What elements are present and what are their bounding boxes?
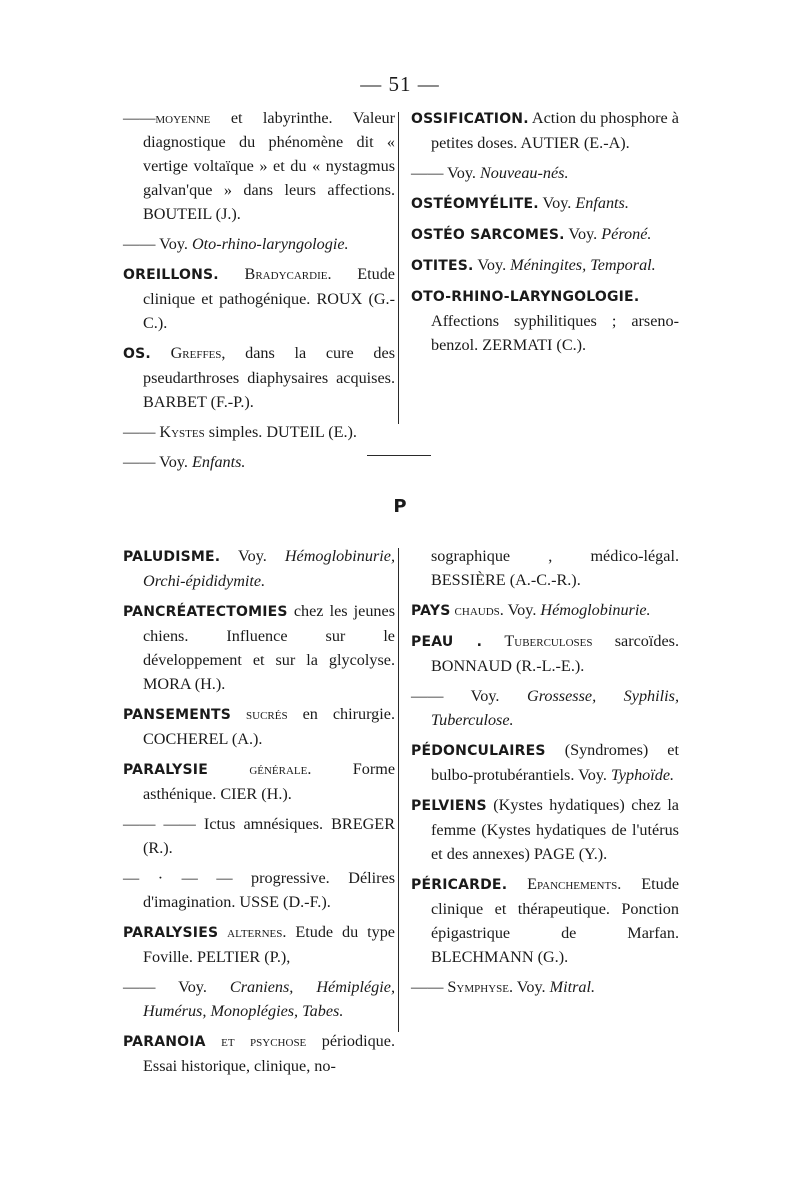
- index-entry: [411, 222, 679, 247]
- index-entry: [123, 920, 395, 969]
- entry-text: [507, 875, 527, 893]
- entry-text: . Voy.: [499, 601, 541, 619]
- index-entry: [411, 284, 679, 357]
- entry-heading: PARALYSIES: [123, 925, 219, 941]
- entry-heading: PÉDONCULAIRES: [411, 743, 546, 759]
- cross-reference: Hémoglobinurie, Orchi-épididymite.: [143, 547, 395, 590]
- entry-text: Voy.: [220, 547, 285, 565]
- entry-text: Voy.: [155, 978, 230, 996]
- ditto-dash: ——: [123, 109, 156, 127]
- entry-text: . Voy.: [509, 978, 550, 996]
- index-entry: [411, 253, 679, 278]
- entry-text: [206, 1032, 221, 1050]
- entry-heading: OREILLONS.: [123, 267, 219, 283]
- entry-text: . Etude clinique et thérapeutique. Ponction épigastrique de Marfan. BLECHMANN (G.).: [431, 875, 679, 966]
- index-column-bottom-left: [123, 544, 395, 1084]
- index-entry: [411, 738, 679, 787]
- cross-reference: Typhoïde.: [611, 766, 675, 784]
- page-number: — 51 —: [360, 72, 440, 96]
- entry-text: , dans la cure des pseudarthroses diaphysaires acquises. BARBET (F.-P.).: [143, 344, 395, 411]
- index-entry: [411, 872, 679, 969]
- entry-heading: PEAU .: [411, 634, 483, 650]
- entry-heading: PARANOIA: [123, 1034, 206, 1050]
- entry-text: . Etude clinique et pathogénique. ROUX (G.-C.).: [143, 265, 395, 332]
- entry-subheading: Bradycardie: [244, 265, 328, 283]
- entry-subheading: sucrés: [246, 705, 288, 723]
- entry-text: (Kystes hydatiques) chez la femme (Kystes hydatiques de l'utérus et des annexes) PAGE (Y.).: [431, 796, 679, 863]
- entry-subheading: moyenne: [155, 109, 211, 127]
- ditto-dash: ——: [411, 164, 444, 182]
- index-entry: [411, 544, 679, 592]
- entry-text: . Etude du type Foville. PELTIER (P.),: [143, 923, 395, 966]
- index-entry: [123, 544, 395, 593]
- entry-heading: PARALYSIE: [123, 762, 208, 778]
- entry-subheading: Tuberculoses: [504, 632, 593, 650]
- ditto-dash: ——: [123, 235, 156, 253]
- section-separator-rule: [367, 455, 431, 456]
- entry-subheading: et psychose: [221, 1032, 307, 1050]
- entry-text: Voy.: [443, 687, 528, 705]
- cross-reference: Grossesse, Syphilis, Tuberculose.: [431, 687, 679, 729]
- cross-reference: Enfants.: [575, 194, 629, 212]
- entry-text: [219, 265, 245, 283]
- ditto-dash: ——: [411, 687, 444, 705]
- index-entry: [411, 106, 679, 155]
- index-column-bottom-right: [411, 544, 679, 1005]
- index-column-top-right: [411, 106, 679, 363]
- entry-subheading: alternes: [227, 923, 283, 941]
- cross-reference: Péroné.: [601, 225, 652, 243]
- entry-text: Voy.: [564, 225, 602, 243]
- cross-reference: Oto-rhino-laryngologie.: [191, 235, 349, 253]
- entry-text: chez les jeunes chiens. Influence sur le développement et sur la glycolyse. MORA (H.).: [143, 602, 395, 693]
- entry-text: progressive. Délires d'imagination. USSE (D.-F.).: [143, 869, 395, 911]
- ditto-dash: — · — —: [123, 869, 233, 887]
- entry-heading: OTO-RHINO-LARYNGOLOGIE.: [411, 289, 640, 305]
- index-entry: [123, 1029, 395, 1078]
- index-entry: [411, 598, 679, 623]
- entry-heading: OSTÉOMYÉLITE.: [411, 196, 539, 212]
- index-entry: [411, 191, 679, 216]
- entry-text: (Syndromes) et bulbo-protubérantiels. Voy.: [431, 741, 679, 784]
- index-entry: [123, 866, 395, 914]
- entry-text: Voy.: [473, 256, 511, 274]
- entry-text: Voy.: [538, 194, 576, 212]
- entry-text: [151, 344, 171, 362]
- cross-reference: Nouveau-nés.: [479, 164, 569, 182]
- entry-text: [208, 760, 249, 778]
- cross-reference: Enfants.: [191, 453, 246, 471]
- index-entry: [411, 684, 679, 732]
- entry-heading: OSTÉO SARCOMES.: [411, 227, 565, 243]
- entry-subheading: Greffes: [170, 344, 222, 362]
- index-entry: [123, 599, 395, 696]
- index-entry: [123, 262, 395, 335]
- index-entry: [411, 629, 679, 678]
- index-entry: [123, 757, 395, 806]
- index-entry: [123, 420, 395, 444]
- entry-text: [218, 923, 227, 941]
- ditto-dash: ——: [123, 978, 156, 996]
- index-entry: [411, 161, 679, 185]
- entry-text: périodique. Essai historique, clinique, no-: [143, 1032, 395, 1075]
- entry-text: . Forme asthénique. CIER (H.).: [143, 760, 396, 803]
- entry-text: [482, 632, 504, 650]
- entry-text: en chirurgie. COCHEREL (A.).: [143, 705, 396, 748]
- entry-heading: OSSIFICATION.: [411, 111, 529, 127]
- entry-subheading: chauds: [454, 601, 500, 619]
- entry-subheading: Symphyse: [447, 978, 509, 996]
- index-entry: [123, 450, 395, 474]
- index-entry: [411, 975, 679, 999]
- ditto-dash: ——: [123, 453, 156, 471]
- entry-subheading: Epanchements: [527, 875, 618, 893]
- index-entry: [123, 812, 395, 860]
- entry-text: Affections syphilitiques ; arseno-benzol. ZERMATI (C.).: [431, 312, 679, 354]
- entry-text: Voy.: [155, 235, 192, 253]
- entry-text: sarcoïdes. BONNAUD (R.-L.-E.).: [431, 632, 679, 675]
- entry-heading: OS.: [123, 346, 151, 362]
- entry-text: Ictus amnésiques. BREGER (R.).: [143, 815, 395, 857]
- cross-reference: Craniens, Hémiplégie, Humérus, Monoplégies, Tabes.: [143, 978, 395, 1020]
- cross-reference: Méningites, Temporal.: [510, 256, 656, 274]
- entry-text: sographique , médico-légal. BESSIÈRE (A.-C.-R.).: [431, 547, 679, 589]
- index-entry: [123, 232, 395, 256]
- ditto-dash: —— ——: [123, 815, 196, 833]
- entry-heading: PÉRICARDE.: [411, 877, 508, 893]
- entry-text: Action du phosphore à petites doses. AUTIER (E.-A).: [431, 109, 679, 152]
- entry-text: et labyrinthe. Valeur diagnostique du phénomène dit « vertige voltaïque » et du « nystagmus galvan'que » dans leurs affections. BOUTEIL (J.).: [143, 109, 395, 223]
- entry-heading: OTITES.: [411, 258, 474, 274]
- entry-text: simples. DUTEIL (E.).: [204, 423, 357, 441]
- ditto-dash: ——: [411, 978, 444, 996]
- entry-subheading: générale: [249, 760, 308, 778]
- index-entry: [123, 106, 395, 226]
- index-entry: [123, 702, 395, 751]
- entry-text: [231, 705, 246, 723]
- entry-text: Voy.: [155, 453, 192, 471]
- column-divider-top: [398, 112, 399, 424]
- entry-subheading: Kystes: [159, 423, 205, 441]
- entry-text: Voy.: [443, 164, 480, 182]
- entry-heading: PALUDISME.: [123, 549, 221, 565]
- index-entry: [123, 975, 395, 1023]
- cross-reference: Mitral.: [549, 978, 596, 996]
- column-divider-bottom: [398, 548, 399, 1032]
- entry-heading: PANSEMENTS: [123, 707, 232, 723]
- section-letter: P: [393, 496, 407, 517]
- index-column-top-left: [123, 106, 395, 480]
- ditto-dash: ——: [123, 423, 156, 441]
- entry-heading: PELVIENS: [411, 798, 487, 814]
- cross-reference: Hémoglobinurie.: [540, 601, 651, 619]
- index-entry: [411, 793, 679, 866]
- index-entry: [123, 341, 395, 414]
- entry-heading: PAYS: [411, 603, 451, 619]
- entry-heading: PANCRÉATECTOMIES: [123, 604, 288, 620]
